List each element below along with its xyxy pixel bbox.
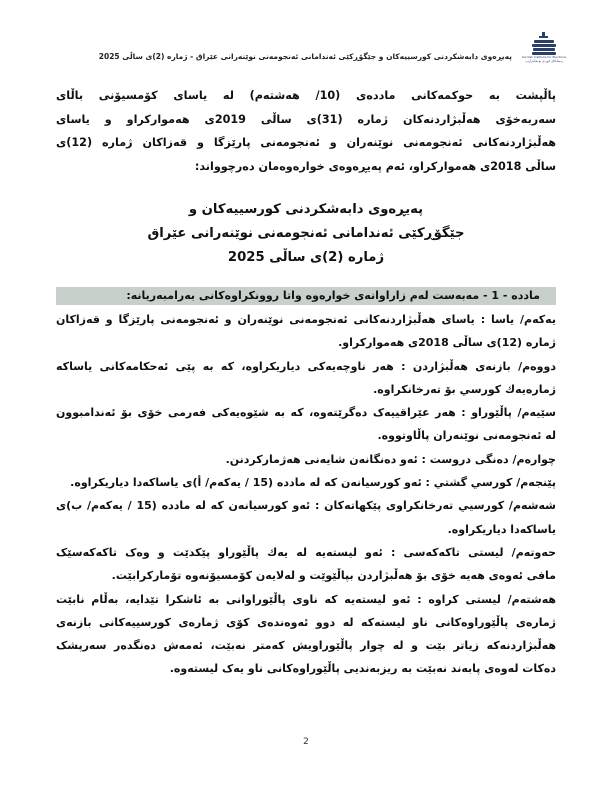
document-body [56,84,556,681]
logo-text-en: Kurdish Institute for Elections [521,55,567,59]
intro-line: سەربەخۆی هەڵبژاردنەکان ژمارە (31)ی ساڵی 2019ی هەموارکراو و یاسای [56,112,557,126]
intro-line: ساڵی 2018ی هەموارکراو، ئەم پەیڕەوەی خوارەوەمان دەرچوواند: [194,159,556,173]
definition-line: لە ئەنجومەنی نوێنەران پاڵاوتووە. [377,429,556,443]
definition-second [56,355,556,402]
definition-line: حەوتەم/ لیستی تاکەکەسی : ئەو لیستەیە لە یەك پاڵێوراو پێکدێت و وەک تاکەکەسێک [56,545,556,559]
books-stack-icon [530,32,558,56]
definition-line: هەشتەم/ لیستی کراوە : ئەو لیستەیە کە ناوی پاڵێوراوانی بە ئاشکرا تێدایە، بەڵام نابێت [56,592,556,606]
title-line-3: ژمارە (2)ی ساڵی 2025 [227,250,385,265]
page-header [55,32,567,68]
definition-line: سێیەم/ پاڵێوراو : هەر عێراقییەک دەگرێتەوە، کە بە شێوەیەکی فەرمی خۆی بۆ ئەندامبوون [56,406,556,420]
definition-eighth [56,588,556,681]
definition-line: یەکەم/ یاسا : یاسای هەڵبژاردنەکانی ئەنجومەنی نوێنەران و ئەنجومەنی پارێزگا و قەزاکان [56,313,556,326]
definition-fifth [56,471,556,494]
definition-line: یاساکەدا دیاریکراوە. [447,522,556,536]
definition-line: هەڵبژاردنەکە زیاتر بێت و لە چوار پاڵێوراویش کەمتر نەبێت، ئەمەش دەنگدەر سەرپشک [56,639,556,653]
intro-paragraph [56,84,556,178]
header-title: پەیڕەوی دابەشکردنی کورسییەکان و جێگۆڕکێی ئەندامانی ئەنجومەنی نوێنەرانی عێراق - ژمارە (2)ی ساڵی 2025 [98,51,512,61]
definition-line: ژمارەیەك كورسي بۆ تەرخانکراوە. [373,382,556,396]
document-title [56,198,556,270]
definition-first [56,308,556,355]
article-1-heading: ماددە - 1 - مەبەست لەم زاراوانەی خوارەوە واتا روونکراوەکانی بەرامبەریانە: [56,287,556,305]
definition-line: ژمارە (12)ی ساڵی 2018ی هەموارکراو. [338,336,556,350]
definition-seventh [56,541,556,588]
definition-line: دووەم/ بازنەی هەڵبژاردن : هەر ناوچەیەکی دیاریکراوە، کە بە پێی ئەحکامەکانی یاساکە [56,359,556,373]
intro-line: پاڵپشت بە حوکمەکانی ماددەی (10/ هەشتەم) لە یاسای کۆمسیۆنی باڵای [56,89,556,102]
definition-line: پێنجەم/ كورسي گشتي : ئەو کورسیانەن کە لە ماددە (15 / یەکەم/ أ)ی یاساکەدا دیاریکراوە. [70,476,556,490]
definition-line: چوارەم/ دەنگی دروست : ئەو دەنگانەن شایەنی هەژمارکردنن. [225,452,556,466]
page-number: 2 [303,737,309,747]
definition-line: دەکات لەوەی پابەند نەبێت بە ریزبەندیی پاڵێوراوەکانی ناو یەک لیستەوە. [169,662,556,676]
definition-line: ژمارەی پاڵێوراوەکانی ناو لیستەکە لە دوو ئەوەندەی کۆی ژمارەی کورسییەکانی بازنەی [56,615,556,629]
institute-logo [521,32,567,68]
definition-sixth [56,494,556,541]
title-line-1: پەیڕەوی دابەشکردنی کورسییەکان و [188,202,424,217]
definition-fourth [56,448,556,471]
definition-line: مافی ئەوەی هەیە خۆی بۆ هەڵبژاردن بپاڵێوێت و لەلایەن کۆمسیۆنەوە تۆمارکرابێت. [111,569,556,583]
intro-line: هەڵبژاردنەکانی ئەنجومەنی نوێنەران و ئەنجومەنی پارێزگا و قەزاکان ژمارە (12)ی [56,136,556,149]
logo-text-ku: پەیمانگای کوردی بۆ هەڵبژاردن [525,58,563,63]
definition-third [56,401,556,448]
definition-line: شەشەم/ كورسيي تەرخانکراوی پێکهاتەکان : ئەو کورسیانەن کە لە ماددە (15 / یەکەم/ ب)ی [56,499,556,513]
title-line-2: جێگۆڕکێی ئەندامانی ئەنجومەنی نوێنەرانی عێراق [147,226,465,241]
